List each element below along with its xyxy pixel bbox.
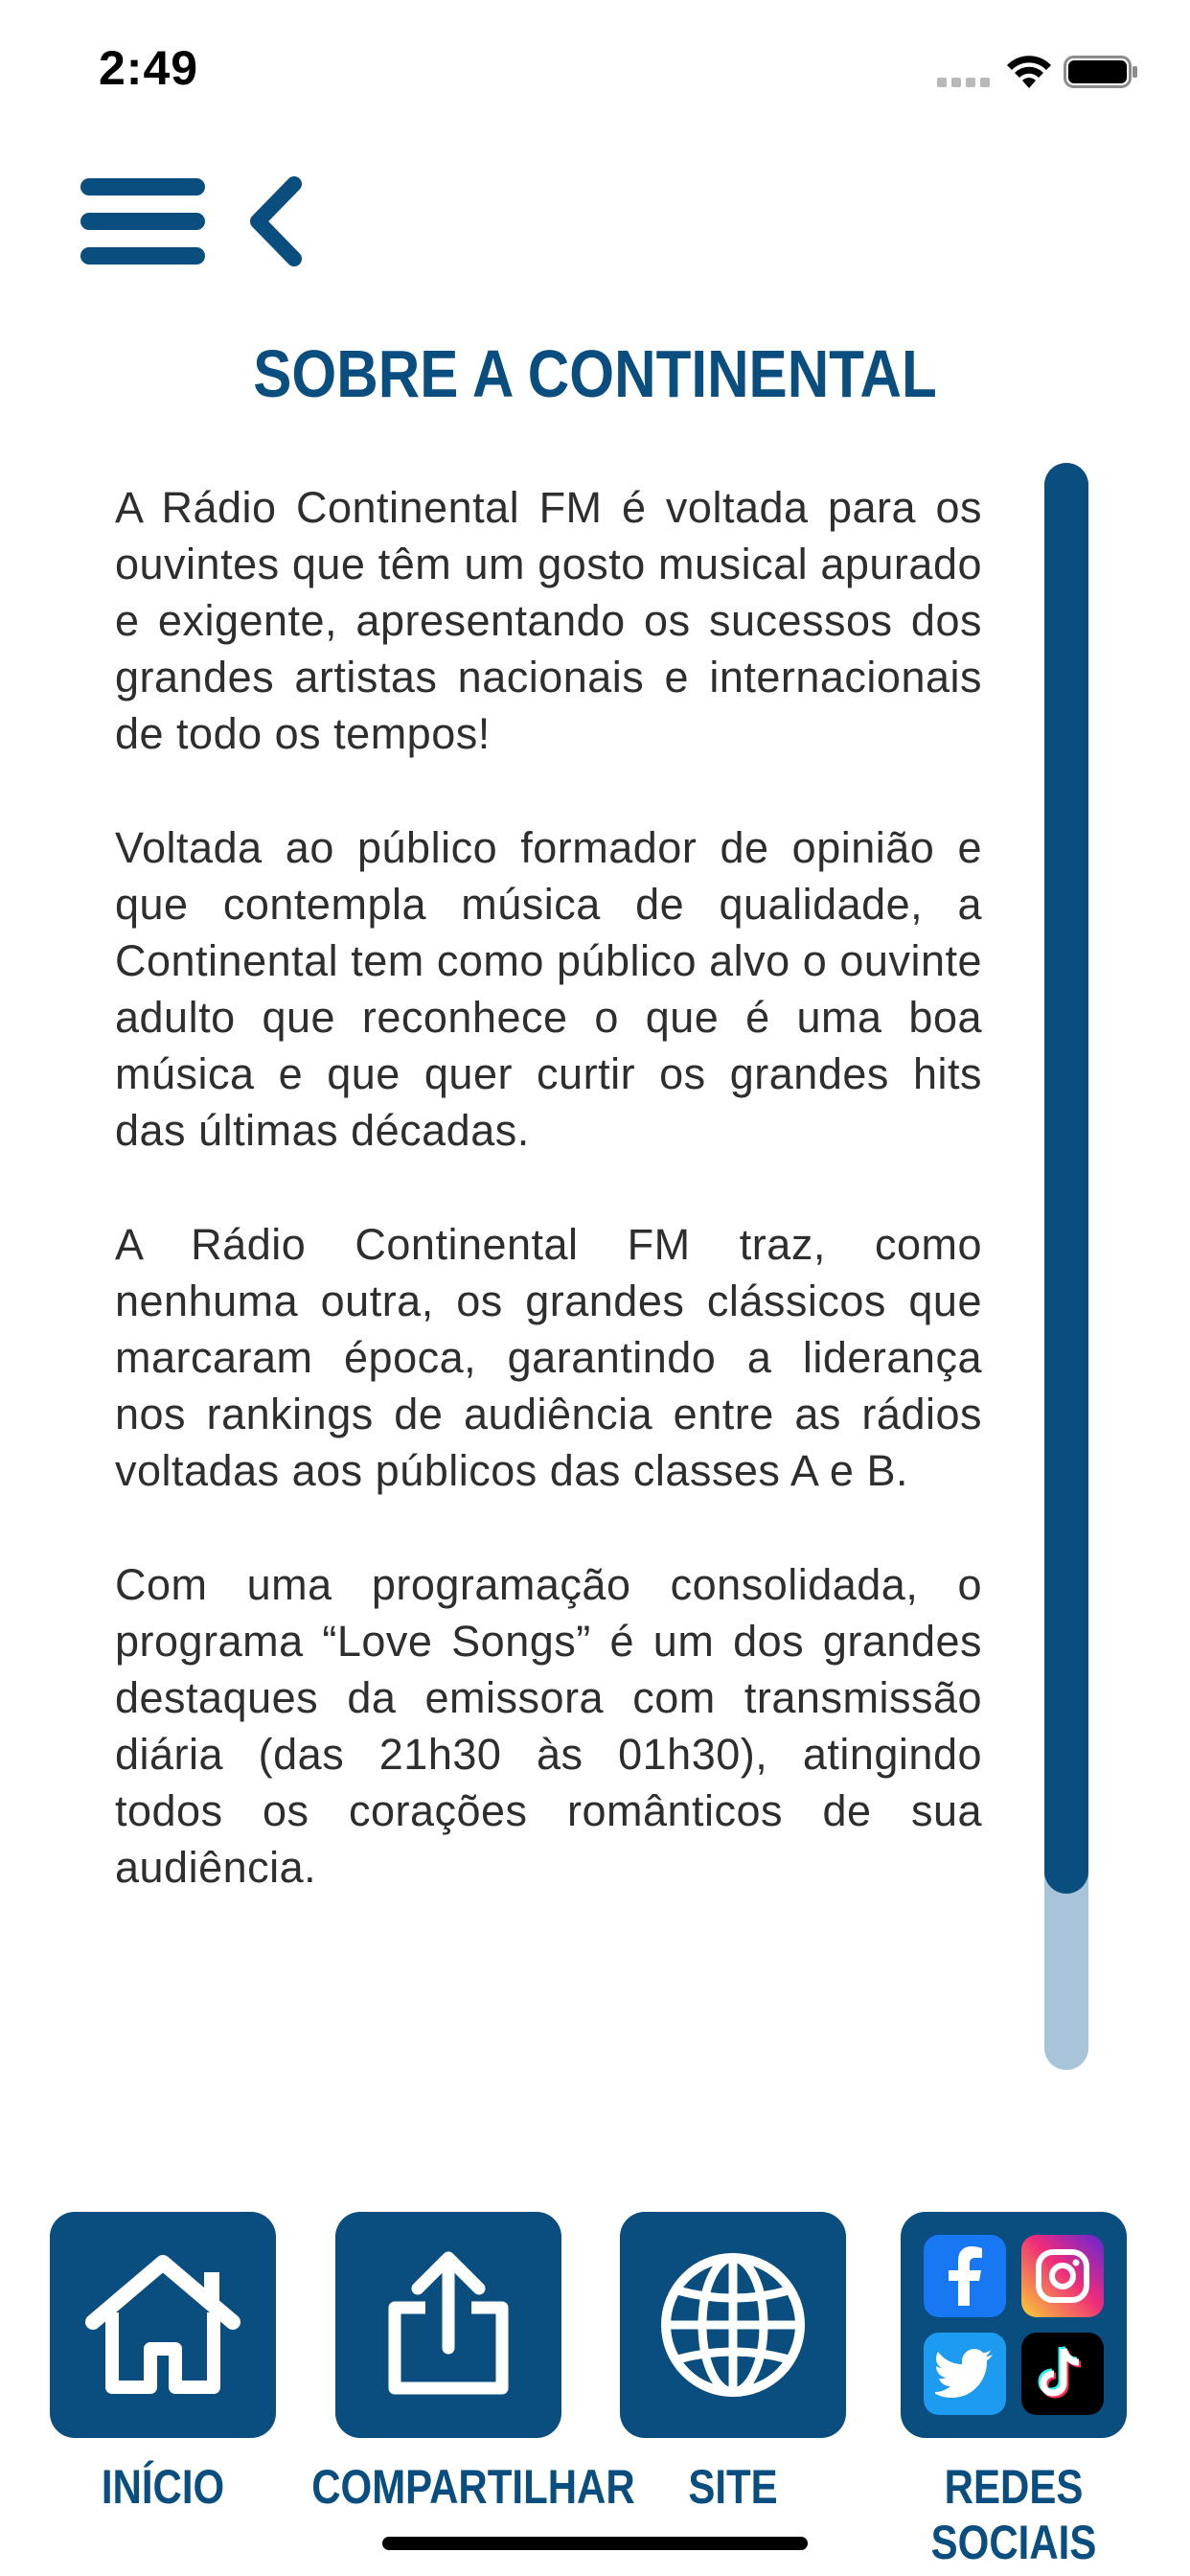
site-button[interactable] xyxy=(620,2212,846,2438)
site-label[interactable]: SITE xyxy=(688,2460,778,2514)
battery-icon xyxy=(1064,54,1138,90)
paragraph: A Rádio Continental FM traz, como nenhuma outra, os grandes clássicos que marcaram época, garantindo a liderança nos rankings de audiência entre as rádios voltadas aos públicos das classes A e B. xyxy=(115,1220,982,1495)
home-button[interactable] xyxy=(50,2212,276,2438)
home-label[interactable]: INÍCIO xyxy=(101,2460,225,2514)
social-button[interactable] xyxy=(901,2212,1127,2438)
home-icon xyxy=(81,2253,244,2397)
globe-icon xyxy=(656,2248,810,2402)
social-label[interactable]: REDES SOCIAIS xyxy=(930,2460,1097,2569)
paragraph: Com uma programação consolidada, o programa “Love Songs” é um dos grandes destaques da emissora com transmissão diária (das 21h30 às 01h30), atingindo todos os corações românticos de sua audiência. xyxy=(115,1560,982,1892)
about-text xyxy=(115,479,982,2075)
wifi-icon xyxy=(1006,54,1052,90)
twitter-icon xyxy=(924,2333,1006,2415)
scrollbar-thumb[interactable] xyxy=(1044,463,1088,1894)
status-time: 2:49 xyxy=(99,41,199,95)
scrollbar-track[interactable] xyxy=(1044,463,1088,2070)
paragraph: Voltada ao público formador de opinião e que contempla música de qualidade, a Continental tem como público alvo o ouvinte adulto que reconhece o que é uma boa música e que quer curtir os grandes hits das últimas décadas. xyxy=(115,823,982,1155)
share-icon xyxy=(381,2248,515,2402)
share-label[interactable]: COMPARTILHAR xyxy=(311,2460,635,2514)
cellular-signal-icon xyxy=(937,76,993,89)
status-bar xyxy=(0,0,1190,144)
facebook-icon xyxy=(924,2235,1006,2317)
back-chevron-icon[interactable] xyxy=(244,176,311,266)
bottom-nav xyxy=(0,2212,1190,2569)
tiktok-icon xyxy=(1021,2333,1104,2415)
share-button[interactable] xyxy=(335,2212,561,2438)
paragraph: A Rádio Continental FM é voltada para os ouvintes que têm um gosto musical apurado e exigente, apresentando os sucessos dos grandes artistas nacionais e internacionais de todo os tempos! xyxy=(115,483,982,758)
social-icons xyxy=(924,2235,1104,2415)
home-indicator xyxy=(382,2537,808,2550)
page-title: SOBRE A CONTINENTAL xyxy=(253,336,937,411)
menu-icon[interactable] xyxy=(80,176,205,266)
instagram-icon xyxy=(1021,2235,1104,2317)
